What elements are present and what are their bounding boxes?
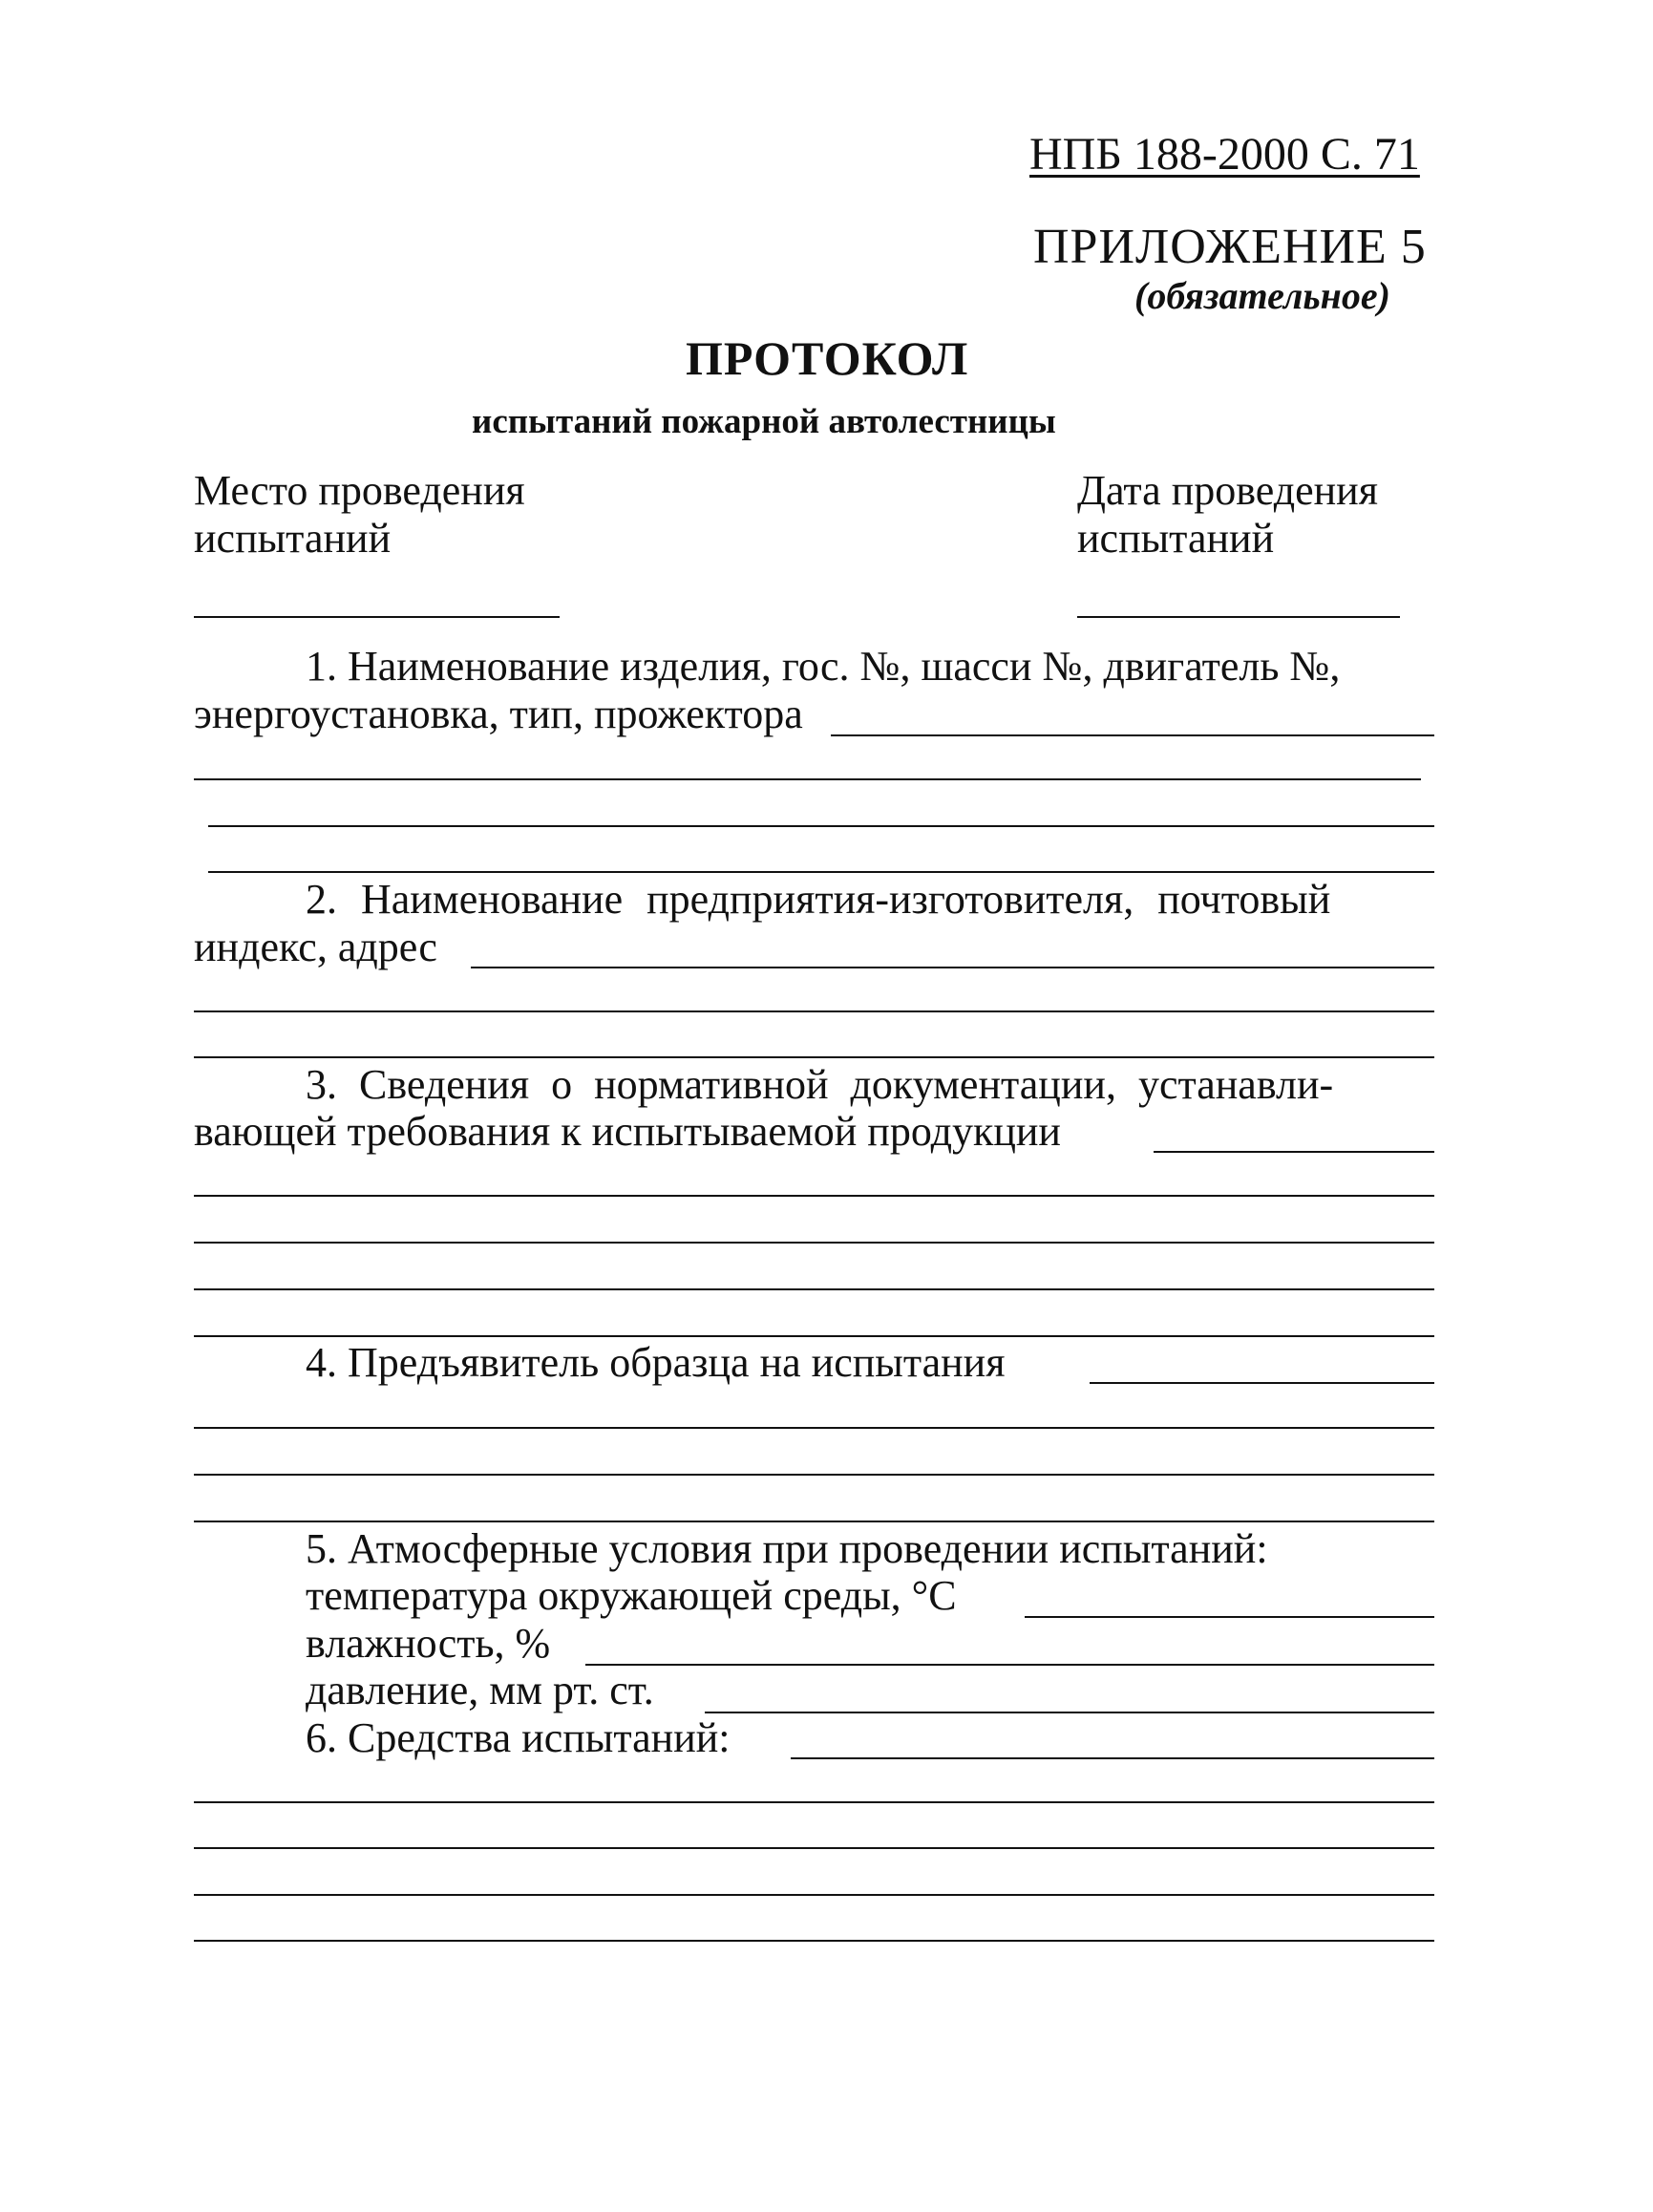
item2-text-line1: 2. Наименование предприятия-изготовителя, почтовый [306,876,1331,923]
item5-temperature-label: температура окружающей среды, °С [306,1572,957,1619]
item6-field-line[interactable] [194,1940,1434,1942]
item3-field-line[interactable] [194,1195,1434,1197]
item2-field-line[interactable] [194,1056,1434,1058]
pressure-field[interactable] [705,1712,1434,1713]
item2-field-line[interactable] [194,1010,1434,1012]
item5-text-line1: 5. Атмосферные условия при проведении испытаний: [306,1525,1268,1572]
item3-text-line2: вающей требования к испытываемой продукции [194,1108,1061,1155]
document-code: НПБ 188-2000 С. 71 [1029,129,1420,180]
item1-field-inline[interactable] [831,734,1434,736]
item6-field-line[interactable] [194,1894,1434,1896]
item1-field-line[interactable] [194,778,1421,780]
item3-field-inline[interactable] [1154,1151,1434,1153]
appendix-note: (обязательное) [1134,274,1390,317]
item4-field-line[interactable] [194,1427,1434,1429]
item4-field-line[interactable] [194,1521,1434,1522]
date-label-line2: испытаний [1077,515,1275,562]
item6-text-line1: 6. Средства испытаний: [306,1714,731,1761]
item5-humidity-label: влажность, % [306,1620,551,1667]
protocol-subtitle: испытаний пожарной автолестницы [472,402,1056,441]
item1-text-line1 [306,643,1432,690]
item3-field-line[interactable] [194,1242,1434,1244]
appendix-title: ПРИЛОЖЕНИЕ 5 [1033,220,1427,274]
item6-field-line[interactable] [194,1801,1434,1803]
item3-text-line1: 3. Сведения о нормативной документации, устанавли- [306,1061,1334,1108]
item3-field-line[interactable] [194,1335,1434,1337]
place-label-line1: Место проведения [194,467,525,514]
item5-pressure-label: давление, мм рт. ст. [306,1667,654,1713]
place-field[interactable] [194,616,560,618]
item1-text-line2: энергоустановка, тип, прожектора [194,691,803,737]
item6-field-inline[interactable] [791,1757,1434,1759]
item1-line1: 1. Наименование изделия, гос. №, шасси №, двигатель №, [306,643,1341,690]
item4-field-inline[interactable] [1090,1382,1434,1384]
item1-field-line[interactable] [208,871,1434,873]
item2-field-inline[interactable] [471,967,1434,968]
item2-text-line2: индекс, адрес [194,924,437,970]
item4-field-line[interactable] [194,1474,1434,1476]
place-label-line2: испытаний [194,515,392,562]
date-label-line1: Дата проведения [1077,467,1378,514]
temperature-field[interactable] [1025,1616,1434,1618]
protocol-title: ПРОТОКОЛ [686,331,969,385]
item4-text-line1: 4. Предъявитель образца на испытания [306,1339,1006,1386]
humidity-field[interactable] [585,1664,1434,1666]
item6-field-line[interactable] [194,1847,1434,1849]
item3-field-line[interactable] [194,1288,1434,1290]
item1-field-line[interactable] [208,825,1434,827]
date-field[interactable] [1077,616,1400,618]
